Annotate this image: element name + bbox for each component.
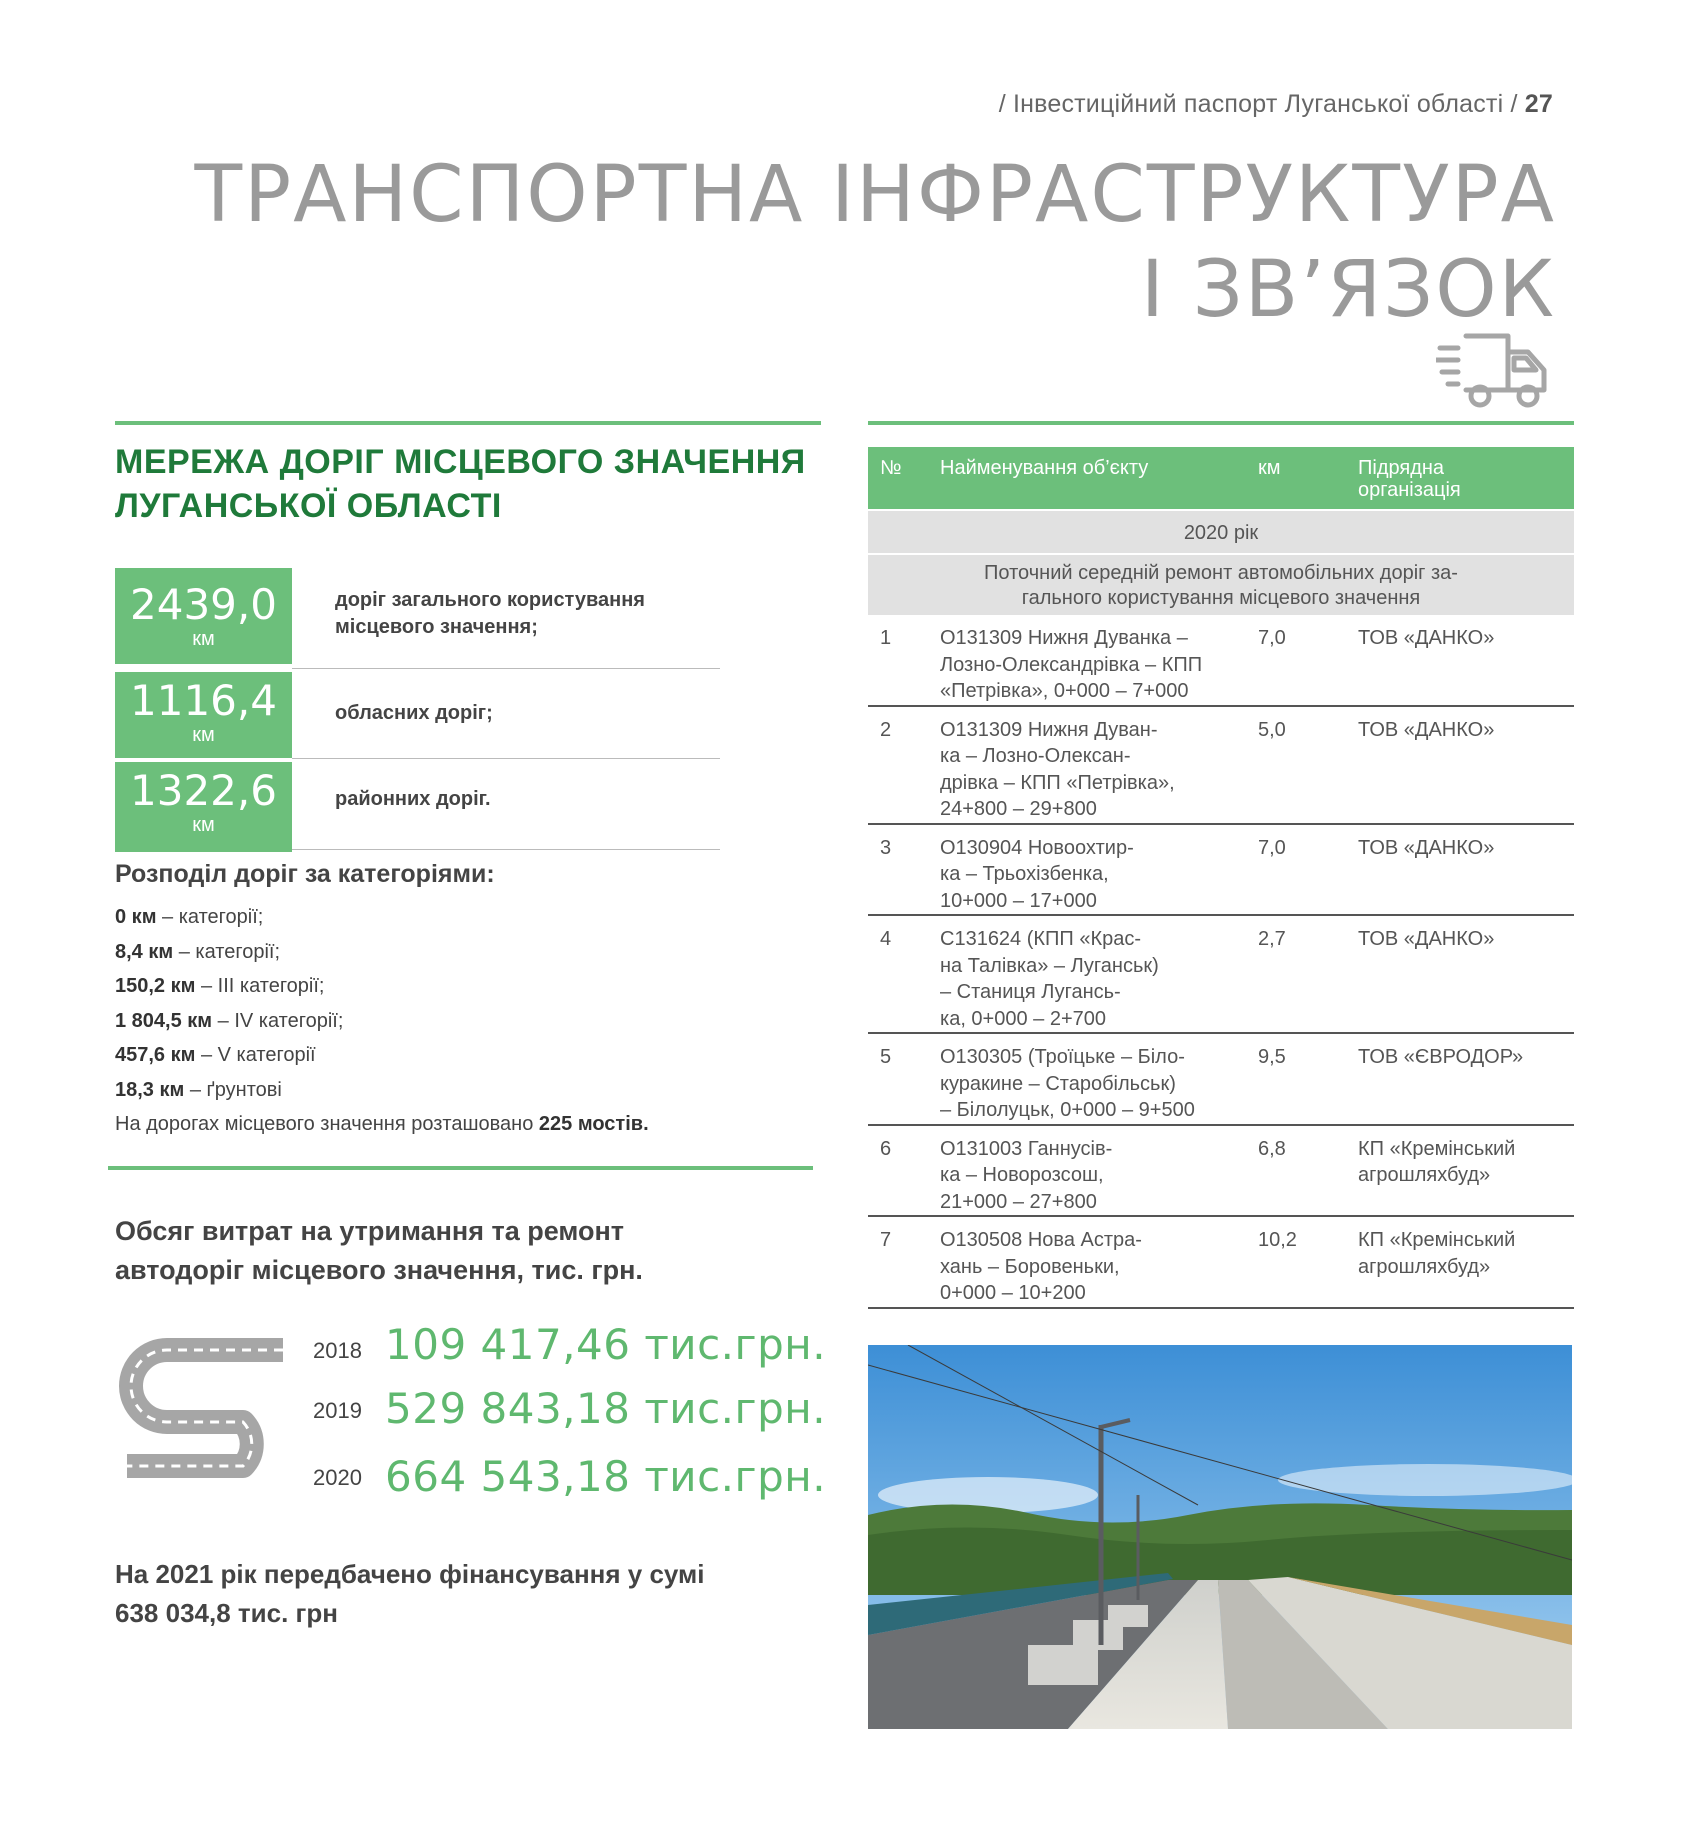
table-year-row: 2020 рік [868,509,1574,553]
running-header [999,90,1553,119]
expenses-title: Обсяг витрат на утримання та ремонт автодоріг місцевого значення, тис. грн. [115,1216,643,1285]
divider-middle-left [108,1166,813,1170]
stat-box-district: 1322,6 км [115,762,292,852]
row-km: 2,7 [1258,928,1286,950]
header-name: Найменування об’єкту [940,457,1149,479]
stat-separator [292,849,720,850]
row-contractor: ТОВ «ДАНКО» [1358,928,1495,950]
row-km: 7,0 [1258,627,1286,649]
row-contractor: ТОВ «ДАНКО» [1358,718,1495,741]
row-num: 1 [880,627,892,649]
list-item: 457,6 км – V категорії [115,1044,316,1066]
running-title: / Інвестиційний паспорт Луганської області / [998,90,1518,118]
row-name: С131624 (КПП «Крас- на Талівка» – Луганськ) – Станиця Лугансь- ка, 0+000 – 2+700 [940,928,1159,1030]
row-num: 2 [880,718,892,741]
row-name: О131309 Нижня Дуванка – Лозно-Олександрівка – КПП «Петрівка», 0+000 – 7+000 [940,627,1203,702]
list-item: 1 804,5 км – IV категорії; [115,1009,344,1032]
divider-top-right [868,421,1574,425]
row-km: 5,0 [1258,718,1286,741]
row-contractor: ТОВ «ЄВРОДОР» [1358,1046,1524,1068]
expense-amount: 109 417,46 тис.грн. [385,1320,827,1369]
bridge-photo [868,1345,1572,1729]
row-num: 7 [880,1229,892,1251]
row-contractor: КП «Кремінський агрошляхбуд» [1358,1229,1516,1278]
row-contractor: ТОВ «ДАНКО» [1358,836,1495,859]
stat-separator [292,758,720,759]
row-km: 10,2 [1258,1229,1297,1251]
header-km: км [1258,457,1281,479]
row-name: О130904 Новоохтир- ка – Трьохізбенка, 10+000 – 17+000 [940,836,1134,912]
table-subheader: Поточний середній ремонт автомобільних доріг за- гального користування місцевого значення [868,553,1574,615]
row-name: О131003 Ганнусів- ка – Новорозсош, 21+000 – 27+800 [940,1137,1113,1213]
expense-amount: 529 843,18 тис.грн. [385,1384,827,1433]
financing-note: На 2021 рік передбачено фінансування у сумі 638 034,8 тис. грн [115,1559,705,1628]
page-title-line1: ТРАНСПОРТНА ІНФРАСТРУКТУРА [194,150,1556,240]
stat-box-regional: 1116,4 км [115,672,292,758]
expense-amount: 664 543,18 тис.грн. [385,1452,827,1501]
row-km: 7,0 [1258,836,1286,859]
table-row [868,916,1574,1034]
expense-year: 2019 [313,1398,362,1423]
bridges-note: На дорогах місцевого значення розташовано 225 мостів. [115,1113,649,1135]
stat-desc-district: районних доріг. [335,788,491,810]
header-num: № [880,457,902,479]
stat-separator [292,668,720,669]
row-num: 3 [880,836,892,859]
stat-box-general: 2439,0 км [115,568,292,664]
expense-year: 2018 [313,1338,362,1363]
table-body [868,615,1574,1309]
row-contractor: ТОВ «ДАНКО» [1358,627,1495,649]
stat-desc-regional: обласних доріг; [335,702,493,724]
row-km: 9,5 [1258,1046,1286,1068]
table-row [868,1034,1574,1126]
divider-top-left [115,421,821,425]
network-section-title: МЕРЕЖА ДОРІГ МІСЦЕВОГО ЗНАЧЕННЯ ЛУГАНСЬКОЇ ОБЛАСТІ [115,443,806,525]
table-row [868,1126,1574,1218]
categories-title: Розподіл доріг за категоріями: [115,860,495,888]
row-km: 6,8 [1258,1137,1286,1160]
table-row [868,615,1574,707]
row-num: 6 [880,1137,892,1160]
roads-table [868,447,1574,1309]
list-item: 150,2 км – ІІІ категорії; [115,975,325,997]
road-icon [115,1328,295,1488]
table-row [868,1217,1574,1309]
stat-desc-general: доріг загального користування місцевого значення; [335,589,645,638]
list-item: 0 км – категорії; [115,906,264,928]
list-item: 8,4 км – категорії; [115,940,280,963]
table-row [868,707,1574,825]
page-number: 27 [1524,90,1553,118]
categories-list [115,900,649,1142]
expense-year: 2020 [313,1465,362,1490]
row-name: О130508 Нова Астра- хань – Боровеньки, 0+000 – 10+200 [940,1229,1142,1304]
row-contractor: КП «Кремінський агрошляхбуд» [1358,1137,1516,1186]
table-header [868,447,1574,509]
list-item: 18,3 км – ґрунтові [115,1078,282,1101]
truck-icon [1436,328,1551,416]
table-row [868,825,1574,917]
header-contractor: Підрядна організація [1358,457,1461,501]
row-num: 4 [880,928,892,950]
row-name: О130305 (Троїцьке – Біло- куракине – Старобільськ) – Білолуцьк, 0+000 – 9+500 [940,1046,1195,1121]
page-title-line2: І ЗВ’ЯЗОК [1140,245,1556,335]
row-name: О131309 Нижня Дуван- ка – Лозно-Олексан- дрівка – КПП «Петрівка», 24+800 – 29+800 [940,718,1175,820]
row-num: 5 [880,1046,892,1068]
